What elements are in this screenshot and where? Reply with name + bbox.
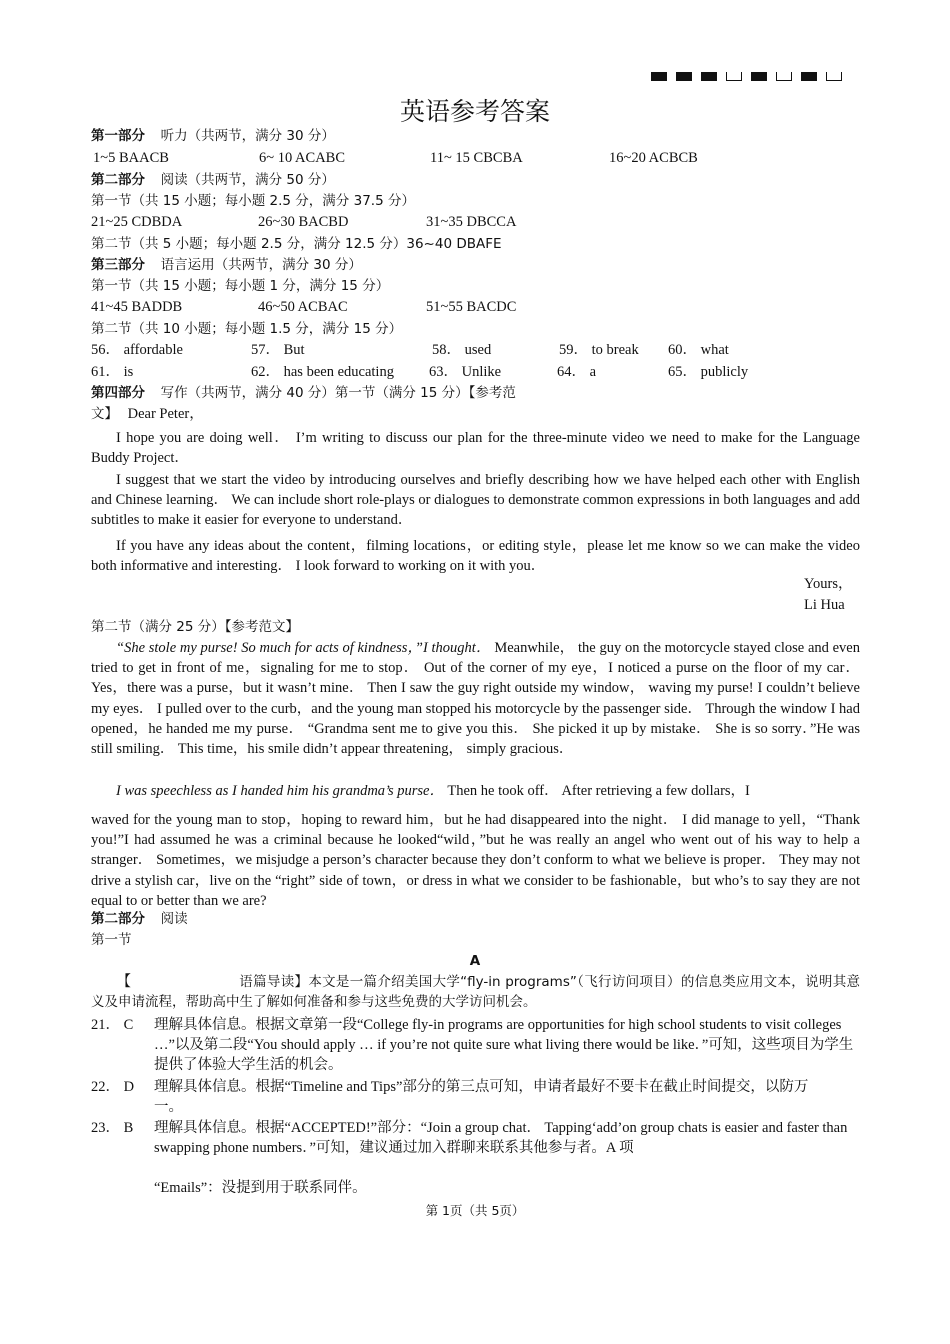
fill-answer: 59． to break <box>559 342 639 358</box>
answer-group: 51~55 BACDC <box>426 299 517 315</box>
mark-open <box>826 72 842 81</box>
part2-subtitle: 阅读（共两节，满分 50 分） <box>160 172 335 188</box>
part4-subtitle-end: 文】 <box>91 406 118 422</box>
mark-block <box>751 72 767 81</box>
mark-block <box>676 72 692 81</box>
part3-row1 <box>91 340 861 360</box>
mark-block <box>651 72 667 81</box>
letter-signature: Li Hua <box>804 597 845 613</box>
part2-sec1-label: 第一节（共 15 小题；每小题 2.5 分，满分 37.5 分） <box>91 193 415 209</box>
intro-bracket: 【 <box>116 974 131 990</box>
analysis-item <box>91 1178 860 1198</box>
answer-group: 46~50 ACBAC <box>258 299 348 315</box>
answer-group: 31~35 DBCCA <box>426 214 517 230</box>
fill-answer: 62． has been educating <box>251 364 394 380</box>
part2-sec1-answers <box>91 212 861 232</box>
part2-heading: 第二部分 <box>91 172 145 188</box>
fill-answer: 63． Unlike <box>429 364 502 380</box>
part2-heading-line <box>91 170 335 190</box>
answer-group: 6~ 10 ACABC <box>259 150 346 166</box>
fill-answer: 65． publicly <box>668 364 749 380</box>
part4-heading-line <box>91 383 516 403</box>
intro-text: 语篇导读】本文是一篇介绍美国大学“fly-in programs”（飞行访问项目）的信息类应用文本，说明其意义及申请流程，帮助高中生了解如何准备和参与这些免费的大学访问机会。 <box>91 974 860 1010</box>
letter-paragraph <box>91 428 860 468</box>
analysis-section: 第一节 <box>91 932 132 948</box>
item-explanation: 理解具体信息。根据文章第一段“College fly-in programs are opportunities for high school students to visit colleges …”以及第二段“You should apply … if you’re not quite sure what living there would be like．”可知，这些项目为学生提供了体验大学生活的机会。 <box>154 1017 854 1073</box>
letter-greeting: Dear Peter， <box>127 406 204 422</box>
analysis-item <box>91 1077 831 1117</box>
fill-answer: 58． used <box>432 342 492 358</box>
story-paragraph-continued: waved for the young man to stop，hoping to reward him，but he had disappeared into the night． I did manage to yell，“Thank you!”I had assumed he was a criminal because he looked“wild，”but he was really an angel who went out of his way to help a stranger． Sometimes，we misjudge a person’s character because they don’t conform to what we believe is proper． They may not drive a stylish car，live on the “right” side of town，or dress in what we consider to be fashionable，but who’s to say they are not equal to or better than we are? <box>91 812 860 909</box>
analysis-heading-line <box>91 909 188 929</box>
passage-intro <box>91 972 860 1012</box>
answer-group: 1~5 BAACB <box>93 150 169 166</box>
fill-answer: 57． But <box>251 342 305 358</box>
item-explanation: 理解具体信息。根据“ACCEPTED!”部分：“Join a group chat． Tapping‘add’on group chats is easier and faster than swapping phone numbers．”可知，建议通过加入群聊来联系其他参与者。A 项 <box>154 1120 848 1156</box>
part1-heading: 第一部分 <box>91 128 145 144</box>
mark-block <box>801 72 817 81</box>
part2-sec2-label: 第二节（共 5 小题；每小题 2.5 分，满分 12.5 分）36~40 DBAFE <box>91 236 502 252</box>
part3-sec1-label: 第一节（共 15 小题；每小题 1 分，满分 15 分） <box>91 278 390 294</box>
page-title: 英语参考答案 <box>399 97 550 126</box>
part3-sec1-answers <box>91 297 861 317</box>
part3-heading: 第三部分 <box>91 257 145 273</box>
story-text: Then he took off． After retrieving a few dollars，I <box>444 783 750 799</box>
letter-paragraph <box>91 536 860 576</box>
mark-open <box>776 72 792 81</box>
item-number: 21． C <box>91 1017 134 1033</box>
mark-block <box>701 72 717 81</box>
part3-heading-line <box>91 255 362 275</box>
answer-group: 41~45 BADDB <box>91 299 183 315</box>
part4-heading: 第四部分 <box>91 385 145 401</box>
fill-answer: 60． what <box>668 342 729 358</box>
letter-paragraph <box>91 470 860 531</box>
answer-group: 16~20 ACBCB <box>609 150 698 166</box>
analysis-item <box>91 1118 860 1158</box>
part4-greeting-line <box>91 404 204 424</box>
item-explanation: 理解具体信息。根据“Timeline and Tips”部分的第三点可知，申请者最好不要卡在截止时间提交，以防万一。 <box>154 1079 809 1115</box>
story-text: Meanwhile， the guy on the motorcycle stayed close and even tried to get in front of me，signaling for me to stop． Out of the corner of my eye，I noticed a purse on the floor of my car． Yes，there was a purse，but it wasn’t mine． Then I saw the guy right outside my window， waving my purse! I couldn’t believe my eyes． I pulled over to the curb，and the young man stopped his motorcycle by the passenger side． Through the window I had opened，he handed me my purse． “Grandma sent me to give you this． She picked it up by mistake． She is so sorry．”He was still smiling． This time，his smile didn’t appear threatening， simply gracious． <box>91 640 860 758</box>
page-footer: 第 1页（共 5页） <box>425 1203 525 1218</box>
part3-sec2-label: 第二节（共 10 小题；每小题 1.5 分，满分 15 分） <box>91 321 403 337</box>
letter-paragraph-text: If you have any ideas about the content，filming locations，or editing style，please let me know so we can make the video both informative and interesting． I look forward to working on it with you． <box>91 538 860 575</box>
part3-subtitle: 语言运用（共两节，满分 30 分） <box>160 257 362 273</box>
story-paragraph <box>91 781 860 801</box>
answer-group: 11~ 15 CBCBA <box>430 150 523 166</box>
passage-label: A <box>469 953 481 969</box>
part4-sec2-label: 第二节（满分 25 分）【参考范文】 <box>91 619 300 635</box>
item-number: 23． B <box>91 1120 134 1136</box>
analysis-heading: 第二部分 <box>91 911 145 927</box>
part1-heading-line <box>91 126 335 146</box>
answer-group: 26~30 BACBD <box>258 214 349 230</box>
letter-closing: Yours， <box>804 576 853 592</box>
fill-answer: 61． is <box>91 364 134 380</box>
letter-paragraph-text: I suggest that we start the video by introducing ourselves and briefly describing how we have helped each other with English and Chinese learning． We can include short role-plays or dialogues to demonstrate common expressions in both languages and add subtitles to make it easier for everyone to understand． <box>91 472 860 529</box>
analysis-item <box>91 1015 860 1075</box>
story-italic-opening: “She stole my purse! So much for acts of kindness，”I thought． <box>116 640 491 656</box>
fill-answer: 56． affordable <box>91 342 183 358</box>
part1-answers <box>91 148 861 168</box>
item-number: 22． D <box>91 1079 135 1095</box>
story-italic-opening: I was speechless as I handed him his grandma’s purse． <box>116 783 444 799</box>
part1-subtitle: 听力（共两节，满分 30 分） <box>160 128 335 144</box>
header-marks <box>651 72 842 81</box>
item-explanation: “Emails”：没提到用于联系同伴。 <box>154 1180 367 1196</box>
answer-group: 21~25 CDBDA <box>91 214 183 230</box>
story-paragraph <box>91 638 860 759</box>
mark-open <box>726 72 742 81</box>
letter-paragraph-text: I hope you are doing well． I’m writing to discuss our plan for the three-minute video we need to make for the Language Buddy Project． <box>91 430 860 467</box>
analysis-subtitle: 阅读 <box>160 911 188 927</box>
part4-subtitle: 写作（共两节，满分 40 分）第一节（满分 15 分）【参考范 <box>160 385 516 401</box>
fill-answer: 64． a <box>557 364 597 380</box>
part3-row2 <box>91 362 861 382</box>
